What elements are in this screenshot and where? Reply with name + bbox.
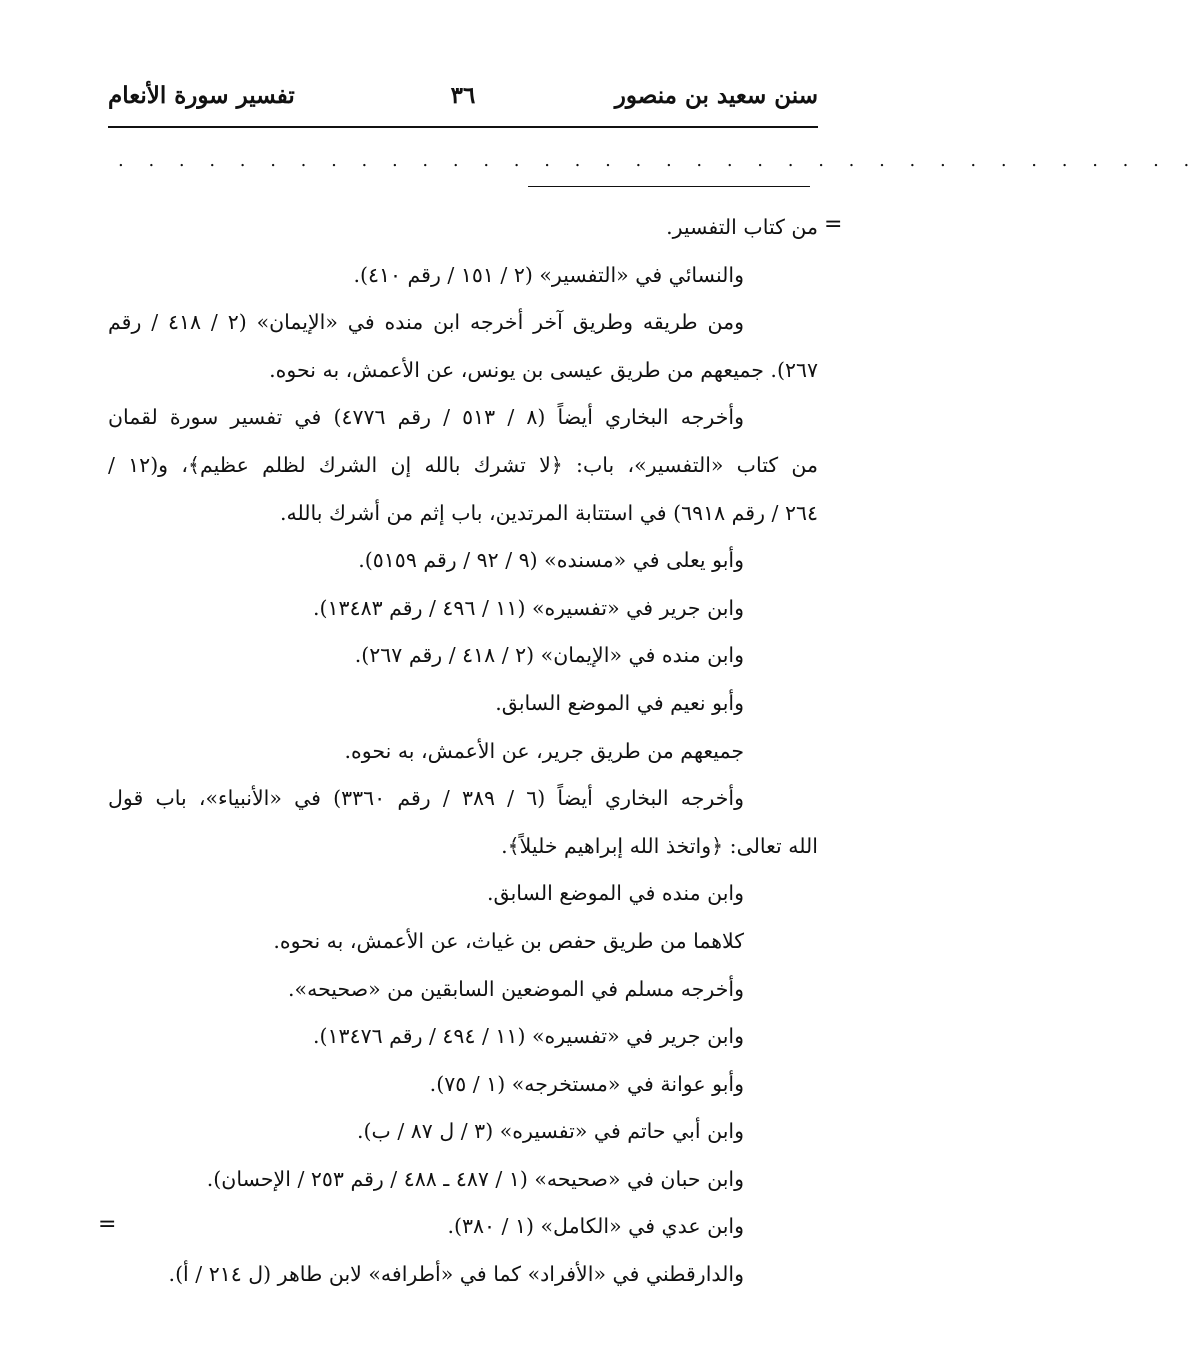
text-line: كلاهما من طريق حفص بن غياث، عن الأعمش، به نحوه. <box>273 928 744 953</box>
text-line: والنسائي في «التفسير» (٢ / ١٥١ / رقم ٤١٠). <box>353 262 744 287</box>
text-line: وأخرجه البخاري أيضاً (٦ / ٣٨٩ / رقم ٣٣٦٠) في «الأنبياء»، باب قول <box>108 786 744 811</box>
continuation-mark-top: = <box>824 212 843 237</box>
text-line: ٢٦٤ / رقم ٦٩١٨) في استتابة المرتدين، باب إثم من أشرك بالله. <box>279 500 818 525</box>
footnote-body <box>108 204 818 1299</box>
book-title: سنن سعيد بن منصور <box>614 82 818 109</box>
page-number: ٣٦ <box>450 82 476 109</box>
text-line: وابن منده في الموضع السابق. <box>486 881 744 906</box>
text-line: وأبو نعيم في الموضع السابق. <box>495 690 744 715</box>
text-line: والدارقطني في «الأفراد» كما في «أطرافه» لابن طاهر (ل ٢١٤ / أ). <box>168 1262 744 1287</box>
section-title: تفسير سورة الأنعام <box>108 82 295 109</box>
text-line: من كتاب «التفسير»، باب: ﴿لا تشرك بالله إن الشرك لظلم عظيم﴾، و(١٢ / <box>108 452 818 477</box>
text-line: وابن جرير في «تفسيره» (١١ / ٤٩٦ / رقم ١٣٤٨٣). <box>313 595 744 620</box>
text-line: وابن عدي في «الكامل» (١ / ٣٨٠). <box>447 1214 744 1239</box>
header-rule <box>108 126 818 128</box>
text-line: وأخرجه مسلم في الموضعين السابقين من «صحيحه». <box>288 976 744 1001</box>
text-line: الله تعالى: ﴿واتخذ الله إبراهيم خليلاً﴾. <box>501 833 818 858</box>
text-line: ومن طريقه وطريق آخر أخرجه ابن منده في «الإيمان» (٢ / ٤١٨ / رقم <box>108 310 744 335</box>
text-line: جميعهم من طريق جرير، عن الأعمش، به نحوه. <box>344 738 744 763</box>
ellipsis-dots: . . . . . . . . . . . . . . . . . . . . . . . . . . . . . . . . . . . . <box>118 150 1199 171</box>
text-line: وابن حبان في «صحيحه» (١ / ٤٨٧ ـ ٤٨٨ / رقم ٢٥٣ / الإحسان). <box>206 1166 744 1191</box>
text-line: وأبو يعلى في «مسنده» (٩ / ٩٢ / رقم ٥١٥٩). <box>358 548 744 573</box>
page-header <box>108 78 818 118</box>
text-line: من كتاب التفسير. <box>666 215 818 239</box>
text-line: وابن أبي حاتم في «تفسيره» (٣ / ل ٨٧ / ب). <box>357 1119 744 1144</box>
text-line: وأبو عوانة في «مستخرجه» (١ / ٧٥). <box>429 1071 744 1096</box>
footnote-rule <box>528 186 810 187</box>
continuation-mark-bottom: = <box>98 1212 117 1237</box>
text-line: وأخرجه البخاري أيضاً (٨ / ٥١٣ / رقم ٤٧٧٦) في تفسير سورة لقمان <box>108 405 744 430</box>
text-line: ٢٦٧). جميعهم من طريق عيسى بن يونس، عن الأعمش، به نحوه. <box>269 357 818 382</box>
text-line: وابن جرير في «تفسيره» (١١ / ٤٩٤ / رقم ١٣٤٧٦). <box>313 1024 744 1049</box>
text-line: وابن منده في «الإيمان» (٢ / ٤١٨ / رقم ٢٦٧). <box>354 643 744 668</box>
